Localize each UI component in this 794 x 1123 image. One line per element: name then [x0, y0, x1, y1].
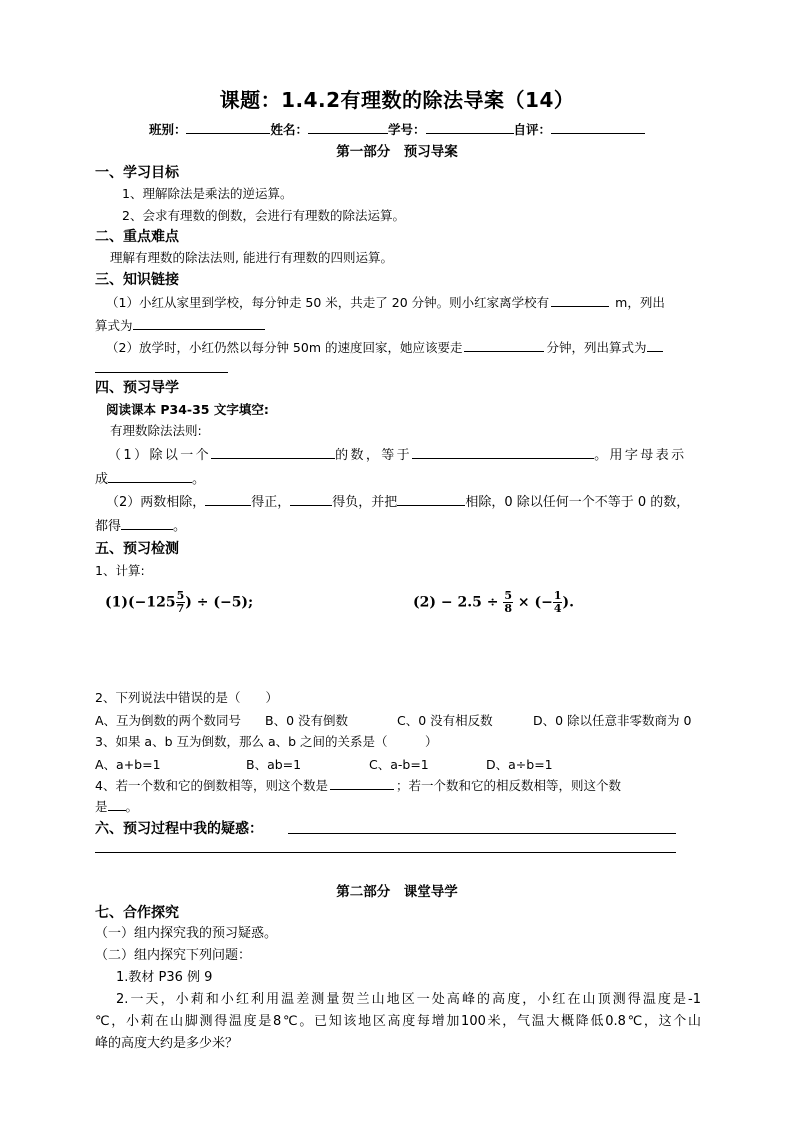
rule-blank-2[interactable]	[412, 446, 594, 459]
doubt-line-1[interactable]	[288, 833, 676, 834]
s5-q2-option[interactable]: B、0 没有倒数	[265, 713, 349, 728]
student-info-line	[0, 120, 794, 138]
s2-text: 理解有理数的除法法则, 能进行有理数的四则运算。	[110, 250, 393, 265]
s5-calc: 1、计算:	[95, 563, 145, 578]
s1-item: 1、理解除法是乘法的逆运算。	[122, 186, 293, 201]
s3-q1-line2: 算式为	[95, 316, 265, 334]
s4-read: 阅读课本 P34-35 文字填空:	[106, 402, 269, 417]
reciprocal-blank[interactable]	[330, 777, 394, 790]
s7-problem-line: ℃，小莉在山脚测得温度是8℃。已知该地区高度每增加100米，气温大概降低0.8℃，这个山	[95, 1014, 701, 1029]
s7-problem-line: 2.一天，小莉和小红利用温差测量贺兰山地区一处高峰的高度，小红在山顶测得温度是-1	[116, 992, 701, 1007]
doubt-line-2[interactable]	[95, 852, 676, 853]
s7-heading: 七、合作探究	[95, 905, 179, 921]
s4-heading: 四、预习导学	[95, 380, 179, 396]
fraction-5-8: $\frac{5}{8}$	[504, 589, 512, 615]
class-label: 班别：	[148, 122, 187, 137]
formula-blank-2a[interactable]	[647, 339, 663, 352]
minutes-blank[interactable]	[464, 339, 544, 352]
s5-q3-option[interactable]: A、a+b=1	[95, 757, 161, 772]
s3-q1-line1: （1）小红从家里到学校，每分钟走 50 米，共走了 20 分钟。则小红家离学校有 m，列出	[106, 295, 665, 310]
page-title: 课题：1.4.2有理数的除法导案（14）	[219, 88, 575, 112]
part2-title: 第二部分 课堂导学	[336, 884, 458, 900]
s5-q4-line1: 4、若一个数和它的倒数相等，则这个数是 ；若一个数和它的相反数相等，则这个数	[95, 778, 621, 793]
sign-blank-2[interactable]	[290, 493, 332, 506]
fraction-1-4: $\frac{1}{4}$	[553, 589, 562, 615]
formula-blank-2b[interactable]	[95, 372, 228, 373]
s5-q2-option[interactable]: D、0 除以任意非零数商为 0	[533, 713, 692, 728]
s3-q2-line1: （2）放学时，小红仍然以每分钟 50m 的速度回家，她应该要走 分钟，列出算式为	[106, 338, 663, 356]
abs-blank[interactable]	[397, 493, 465, 506]
s2-heading: 二、重点难点	[95, 229, 179, 245]
s6-heading: 六、预习过程中我的疑惑：	[95, 821, 263, 837]
distance-blank[interactable]	[551, 294, 609, 307]
s7-line: （二）组内探究下列问题：	[95, 948, 252, 963]
formula-blank-1[interactable]	[133, 317, 265, 330]
name-blank[interactable]	[308, 121, 388, 134]
s4-r2-line1: （2）两数相除， 得正， 得负，并把 相除，0 除以任何一个不等于 0 的数，	[106, 495, 690, 510]
s5-q3-option[interactable]: B、ab=1	[246, 757, 302, 772]
s4-rule: 有理数除法法则:	[110, 423, 202, 438]
class-blank[interactable]	[186, 121, 270, 134]
rule-blank-3[interactable]	[108, 470, 192, 483]
part1-title: 第一部分 预习导案	[336, 144, 458, 160]
s5-heading: 五、预习检测	[95, 541, 179, 557]
s5-q3-option[interactable]: C、a-b=1	[369, 757, 429, 772]
s5-q2: 2、下列说法中错误的是（ ）	[95, 690, 278, 705]
eval-label: 自评：	[513, 122, 552, 137]
s4-r1-line1: （1）除以一个 的数，等于 。用字母表示	[108, 448, 687, 463]
s5-q2-option[interactable]: A、互为倒数的两个数同号	[95, 713, 242, 728]
math-problem-2: (2) − 2.5 ÷ $\frac{5}{8}$ × (− $\frac{1}{4}$ ).	[413, 589, 574, 615]
s3-heading: 三、知识链接	[95, 272, 179, 288]
rule-blank-1[interactable]	[211, 446, 335, 459]
s7-problem-line: 峰的高度大约是多少米？	[95, 1036, 239, 1051]
s1-item: 2、会求有理数的倒数，会进行有理数的除法运算。	[122, 208, 405, 223]
id-blank[interactable]	[426, 121, 514, 134]
opposite-blank[interactable]	[108, 798, 126, 811]
s5-q3-option[interactable]: D、a÷b=1	[486, 757, 553, 772]
name-label: 姓名：	[270, 122, 308, 137]
eval-blank[interactable]	[551, 121, 645, 134]
s7-line: （一）组内探究我的预习疑惑。	[95, 926, 278, 941]
s7-line: 1.教材 P36 例 9	[116, 970, 213, 985]
s4-r2-line2: 都得 。	[95, 519, 187, 534]
zero-blank[interactable]	[121, 517, 173, 530]
fraction-5-7: $\frac{5}{7}$	[176, 589, 185, 615]
s5-q3: 3、如果 a、b 互为倒数，那么 a、b 之间的关系是（ ）	[95, 734, 438, 749]
sign-blank-1[interactable]	[205, 493, 251, 506]
s5-q4-line2: 是 。	[95, 799, 139, 814]
s1-heading: 一、学习目标	[95, 165, 179, 181]
id-label: 学号：	[388, 122, 426, 137]
s4-r1-line2: 成 。	[95, 472, 206, 487]
math-problem-1: (1)(−125 $\frac{5}{7}$ ) ÷ (−5);	[105, 589, 254, 615]
s5-q2-option[interactable]: C、0 没有相反数	[397, 713, 493, 728]
